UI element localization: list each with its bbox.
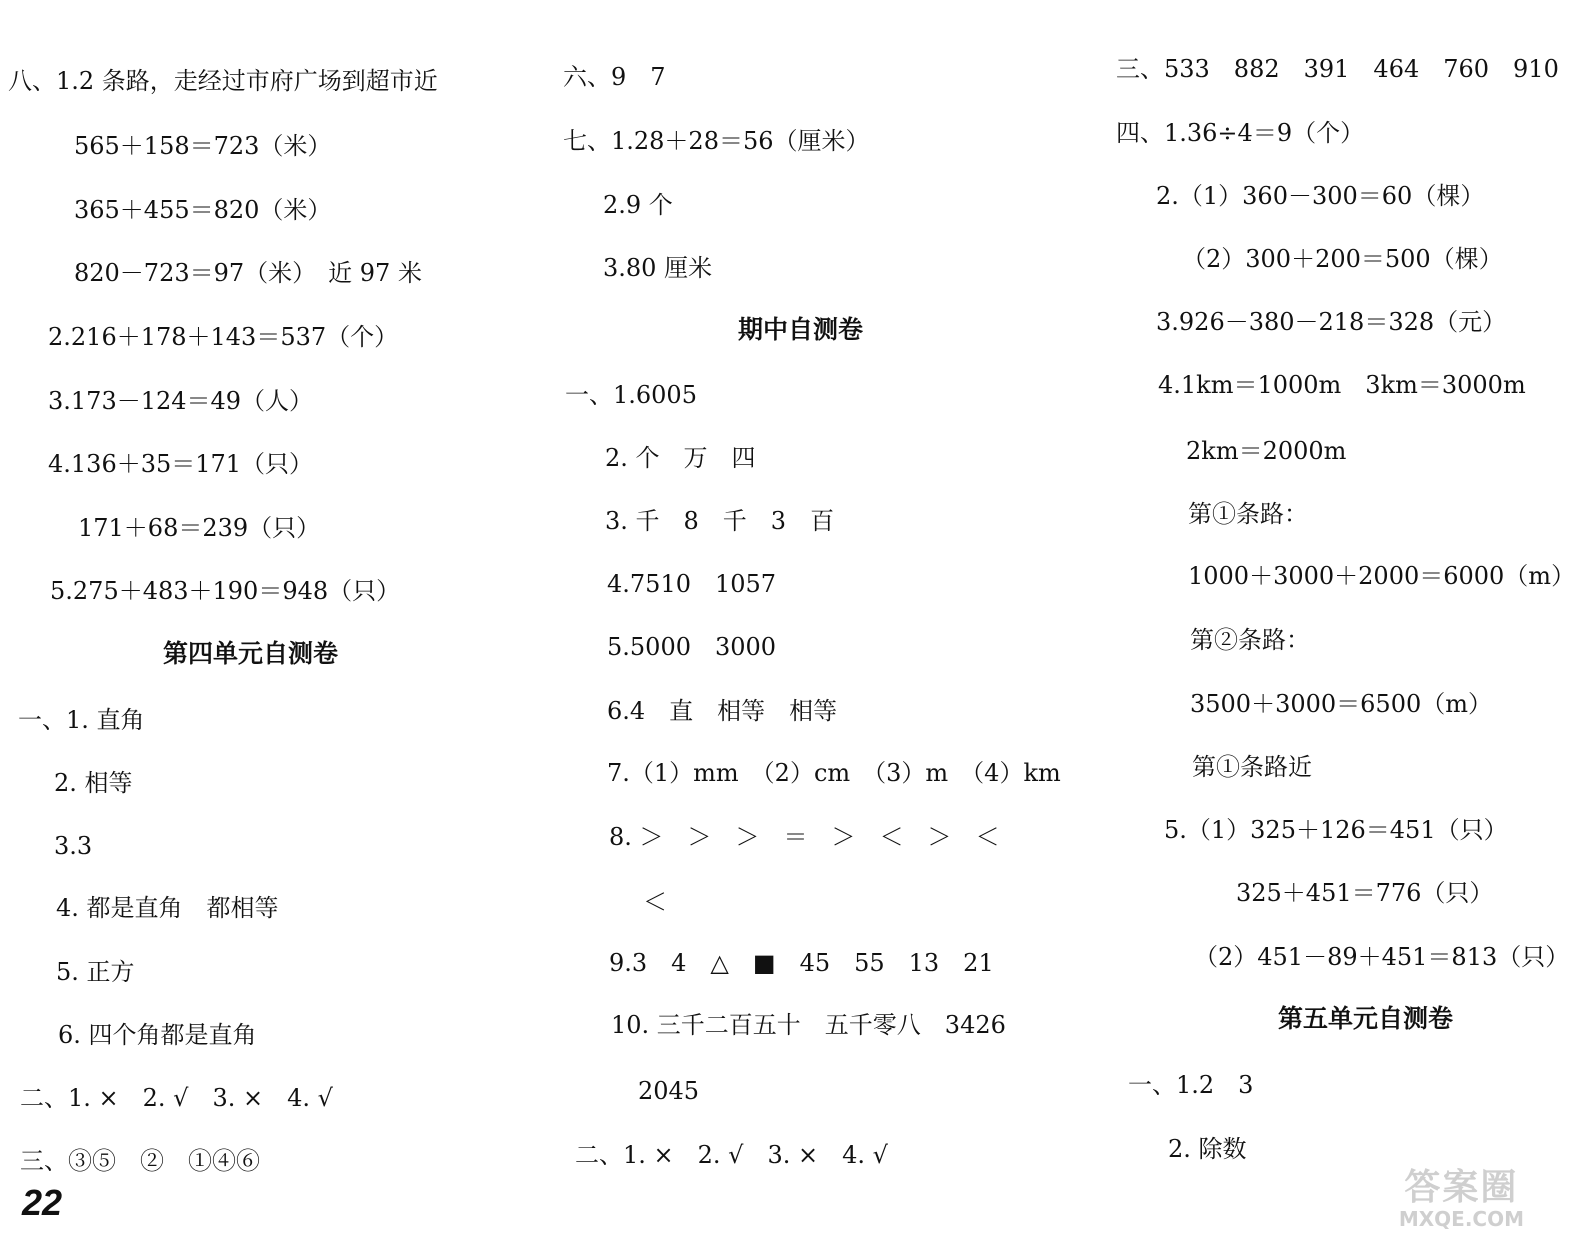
- answer-line: 八、1.2 条路，走经过市府广场到超市近: [8, 67, 438, 95]
- answer-line: 三、533 882 391 464 760 910: [1116, 55, 1559, 83]
- answer-line: 一、1. 直角: [18, 706, 145, 734]
- answer-line: 第①条路近: [1192, 753, 1312, 781]
- answer-line: 4.1km＝1000m 3km＝3000m: [1158, 371, 1526, 399]
- answer-line: 4. 都是直角 都相等: [56, 894, 279, 922]
- answer-line: 六、9 7: [563, 63, 666, 91]
- section-heading: 期中自测卷: [738, 315, 864, 344]
- answer-line: 三、③⑤ ② ①④⑥: [20, 1147, 260, 1175]
- answer-line: 2. 除数: [1168, 1135, 1247, 1163]
- answer-line: 5.275＋483＋190＝948（只）: [50, 577, 401, 605]
- answer-line: 365＋455＝820（米）: [74, 196, 332, 224]
- answer-line: 七、1.28＋28＝56（厘米）: [563, 127, 870, 155]
- answer-line: 2km＝2000m: [1186, 437, 1347, 465]
- answer-line: 二、1. × 2. √ 3. × 4. √: [575, 1141, 888, 1169]
- answer-line: 一、1.6005: [565, 381, 697, 409]
- answer-line: 325＋451＝776（只）: [1236, 879, 1494, 907]
- answer-line: 5. 正方: [56, 958, 135, 986]
- answer-line: 7.（1）mm （2）cm （3）m （4）km: [607, 759, 1061, 787]
- answer-line: 2.（1）360－300＝60（棵）: [1156, 182, 1485, 210]
- answer-line: 四、1.36÷4＝9（个）: [1116, 119, 1365, 147]
- watermark-logo: [1399, 1168, 1524, 1230]
- answer-line: 3. 千 8 千 3 百: [605, 507, 835, 535]
- answer-line: （2）451－89＋451＝813（只）: [1194, 943, 1570, 971]
- answer-line: ＜: [643, 888, 667, 916]
- answer-line: 3.3: [54, 832, 93, 860]
- answer-line: （2）300＋200＝500（棵）: [1182, 245, 1503, 273]
- answer-line: 8. ＞ ＞ ＞ ＝ ＞ ＜ ＞ ＜: [609, 823, 1000, 851]
- page-number: 22: [22, 1182, 63, 1223]
- section-heading: 第五单元自测卷: [1278, 1004, 1454, 1033]
- answer-line: 二、1. × 2. √ 3. × 4. √: [20, 1084, 333, 1112]
- answer-line: 第①条路：: [1188, 500, 1308, 528]
- answer-line: 4.136＋35＝171（只）: [48, 450, 314, 478]
- answer-line: 2. 个 万 四: [605, 444, 756, 472]
- answer-line: 2045: [638, 1077, 700, 1105]
- answer-line: 5.5000 3000: [607, 633, 777, 661]
- answer-line: 2.216＋178＋143＝537（个）: [48, 323, 399, 351]
- answer-line: 6.4 直 相等 相等: [607, 697, 838, 725]
- answer-line: 5.（1）325＋126＝451（只）: [1164, 816, 1508, 844]
- answer-line: 1000＋3000＋2000＝6000（m）: [1188, 562, 1575, 590]
- answer-line: 171＋68＝239（只）: [78, 514, 321, 542]
- answer-line: 820－723＝97（米） 近 97 米: [74, 259, 422, 287]
- section-heading: 第四单元自测卷: [163, 639, 339, 668]
- answer-line: 3500＋3000＝6500（m）: [1190, 690, 1492, 718]
- answer-line: 3.926－380－218＝328（元）: [1156, 308, 1507, 336]
- watermark-title: 答案圈: [1404, 1167, 1519, 1208]
- answer-line: 3.173－124＝49（人）: [48, 387, 314, 415]
- answer-line: 3.80 厘米: [603, 254, 713, 282]
- answer-line: 第②条路：: [1190, 626, 1310, 654]
- answer-line: 6. 四个角都是直角: [58, 1021, 257, 1049]
- answer-line: 2.9 个: [603, 191, 673, 219]
- answer-line: 一、1.2 3: [1128, 1071, 1254, 1099]
- answer-line: 4.7510 1057: [607, 570, 777, 598]
- answer-line: 565＋158＝723（米）: [74, 132, 332, 160]
- answer-line: 10. 三千二百五十 五千零八 3426: [611, 1011, 1006, 1039]
- answer-line: 2. 相等: [54, 769, 133, 797]
- answer-line: 9.3 4 △ ■ 45 55 13 21: [609, 949, 994, 977]
- watermark-site: MXQE.COM: [1398, 1207, 1524, 1231]
